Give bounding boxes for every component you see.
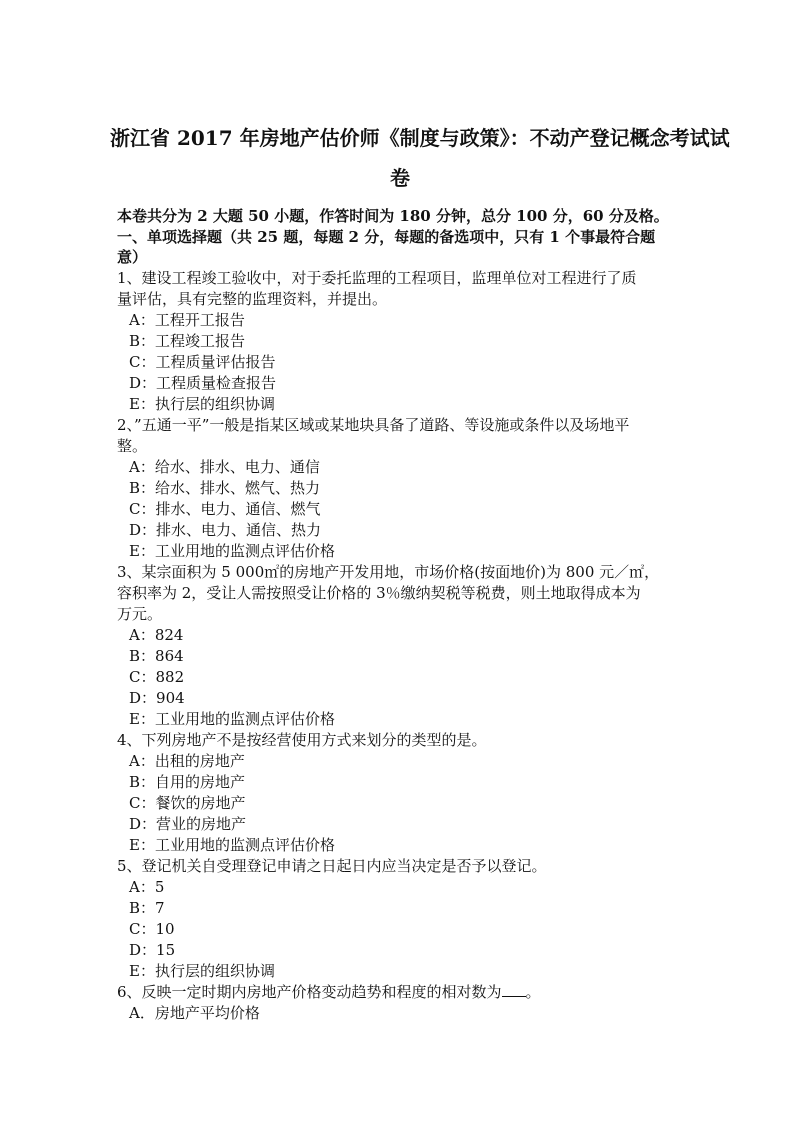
section-heading: 一、单项选择题（共 25 题，每题 2 分，每题的备选项中，只有 1 个事最符合题 [117, 228, 656, 246]
question-3-option-a: A：824 [129, 626, 184, 644]
question-1-option-a: A：工程开工报告 [129, 311, 245, 329]
question-1-option-b: B：工程竣工报告 [129, 332, 246, 350]
question-2-option-c: C：排水、电力、通信、燃气 [129, 500, 321, 518]
question-3-option-e: E：工业用地的监测点评估价格 [129, 710, 335, 728]
question-1-stem: 1、建设工程竣工验收中，对于委托监理的工程项目，监理单位对工程进行了质 [117, 269, 637, 287]
question-2-option-a: A：给水、排水、电力、通信 [129, 458, 320, 476]
question-4-option-c: C：餐饮的房地产 [129, 794, 246, 812]
document-title-continued: 卷 [390, 166, 410, 190]
question-4-option-e: E：工业用地的监测点评估价格 [129, 836, 335, 854]
question-5-option-a: A：5 [129, 878, 165, 896]
question-1-option-e: E：执行层的组织协调 [129, 395, 275, 413]
question-5-option-e: E：执行层的组织协调 [129, 962, 275, 980]
question-4-stem: 4、下列房地产不是按经营使用方式来划分的类型的是。 [117, 731, 487, 749]
question-6-stem-end: 。 [525, 983, 541, 1001]
question-5-option-c: C：10 [129, 920, 175, 938]
section-heading-continued: 意） [117, 248, 148, 266]
question-4-option-a: A：出租的房地产 [129, 752, 245, 770]
question-3-stem-end: 万元。 [117, 605, 163, 623]
question-2-stem: 2、”五通一平”一般是指某区域或某地块具备了道路、等设施或条件以及场地平 [117, 416, 630, 434]
question-3-option-d: D：904 [129, 689, 185, 707]
question-2-option-b: B：给水、排水、燃气、热力 [129, 479, 321, 497]
answer-blank [502, 982, 526, 997]
question-5-stem: 5、登记机关自受理登记申请之日起日内应当决定是否予以登记。 [117, 857, 547, 875]
question-5-option-b: B：7 [129, 899, 165, 917]
question-6-stem-text: 6、反映一定时期内房地产价格变动趋势和程度的相对数为 [117, 983, 502, 1001]
question-1-stem-continued: 量评估，具有完整的监理资料，并提出。 [117, 290, 388, 308]
question-3-stem-continued: 容积率为 2，受让人需按照受让价格的 3％缴纳契税等税费，则土地取得成本为 [117, 584, 641, 602]
question-4-option-b: B：自用的房地产 [129, 773, 246, 791]
question-3-option-b: B：864 [129, 647, 184, 665]
question-5-option-d: D：15 [129, 941, 176, 959]
question-4-option-d: D：营业的房地产 [129, 815, 247, 833]
question-1-option-d: D：工程质量检查报告 [129, 374, 277, 392]
question-3-option-c: C：882 [129, 668, 185, 686]
document-title: 浙江省 2017 年房地产估价师《制度与政策》：不动产登记概念考试试 [110, 126, 730, 150]
exam-intro: 本卷共分为 2 大题 50 小题，作答时间为 180 分钟，总分 100 分，60 分及格。 [117, 207, 669, 225]
question-3-stem: 3、某宗面积为 5 000㎡的房地产开发用地，市场价格(按面地价)为 800 元／㎡， [117, 563, 660, 581]
question-1-option-c: C：工程质量评估报告 [129, 353, 276, 371]
question-6-stem [117, 982, 541, 1002]
question-6-option-a: A．房地产平均价格 [129, 1004, 260, 1022]
question-2-option-d: D：排水、电力、通信、热力 [129, 521, 322, 539]
question-2-option-e: E：工业用地的监测点评估价格 [129, 542, 335, 560]
question-2-stem-continued: 整。 [117, 437, 148, 455]
